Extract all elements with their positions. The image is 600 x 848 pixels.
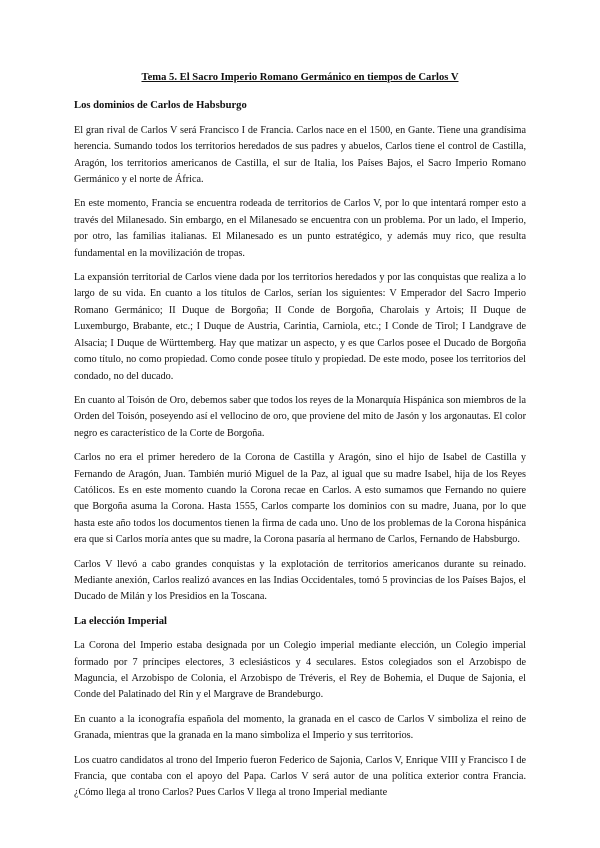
paragraph: En este momento, Francia se encuentra rodeada de territorios de Carlos V, por lo que intentará romper esto a través del Milanesado. Sin embargo, en el Milanesado se encuentra con un problema. Por un lado, el Imperio, por otro, las familias italianas. El Milanesado es un punto estratégico, y además muy rico, que resulta fundamental en la movilización de tropas. <box>74 198 526 259</box>
paragraph: En cuanto a la iconografía española del momento, la granada en el casco de Carlos V simboliza el reino de Granada, mientras que la granada en la mano simboliza el Imperio y sus territorios. <box>74 713 526 742</box>
paragraph: En cuanto al Toisón de Oro, debemos saber que todos los reyes de la Monarquía Hispánica son miembros de la Orden del Toisón, poseyendo así el vellocino de oro, que proviene del mito de Jasón y los argonautas. El color negro es característico de la Corte de Borgoña. <box>74 394 526 439</box>
section-heading-dominios: Los dominios de Carlos de Habsburgo <box>74 100 247 112</box>
paragraph: La Corona del Imperio estaba designada por un Colegio imperial mediante elección, un Colegio imperial formado por 7 príncipes electores, 3 eclesiásticos y 4 seculares. Estos colegiados son el Arzobispo de Maguncia, el Arzobispo de Colonia, el Arzobispo de Tréveris, el Rey de Bohemia, el Duque de Sajonia, el Conde del Palatinado del Rin y el Margrave de Brandeburgo. <box>74 640 526 701</box>
section-heading-eleccion: La elección Imperial <box>74 615 167 627</box>
paragraph: Carlos V llevó a cabo grandes conquistas y la explotación de territorios americanos durante su reinado. Mediante anexión, Carlos realizó avances en las Indias Occidentales, tomó 5 provincias de los Países Bajos, el Ducado de Milán y los Presidios en la Toscana. <box>74 558 526 603</box>
paragraph: Los cuatro candidatos al trono del Imperio fueron Federico de Sajonia, Carlos V, Enrique VIII y Francisco I de Francia, que contaba con el apoyo del Papa. Carlos V será autor de una política exterior contra Francia. ¿Cómo llega al trono Carlos? Pues Carlos V llega al trono Imperial mediante <box>74 754 526 799</box>
document-title: Tema 5. El Sacro Imperio Romano Germánico en tiempos de Carlos V <box>141 72 459 83</box>
paragraph: El gran rival de Carlos V será Francisco I de Francia. Carlos nace en el 1500, en Gante. Tiene una grandísima herencia. Sumando todos los territorios heredados de sus padres y abuelos, Carlos tiene el control de Castilla, Aragón, los territorios americanos de Castilla, el sur de Italia, los Países Bajos, el Sacro Imperio Romano Germánico y el norte de África. <box>74 124 526 186</box>
paragraph: Carlos no era el primer heredero de la Corona de Castilla y Aragón, sino el hijo de Isabel de Castilla y Fernando de Aragón, Juan. También murió Miguel de la Paz, al igual que su madre Isabel, hija de los Reyes Católicos. Es en este momento cuando la Corona recae en Carlos. A esto sumamos que Fernando no quiere que Borgoña asuma la Corona. Hasta 1555, Carlos comparte los dominios con su madre, Juana, por lo que hasta este año todos los documentos tienen la firma de cada uno. Uno de los problemas de la Corona hispánica era que si Carlos moría antes que su madre, la Corona pasaría al hermano de Carlos, Fernando de Habsburgo. <box>74 452 526 546</box>
paragraph: La expansión territorial de Carlos viene dada por los territorios heredados y por las conquistas que realiza a lo largo de su vida. En cuanto a los títulos de Carlos, serían los siguientes: V Emperador del Sacro Imperio Romano Germánico; II Duque de Borgoña; II Conde de Borgoña, Charolais y Artois; II Duque de Luxemburgo, Brabante, etc.; I Duque de Austria, Carintia, Carniola, etc.; I Conde de Tirol; I Landgrave de Alsacia; I Duque de Württemberg. Hay que matizar un aspecto, y es que Carlos posee el Ducado de Borgoña como título, no como propiedad. Como conde posee título y propiedad. De este modo, posee los territorios del condado, no del ducado. <box>74 272 526 382</box>
